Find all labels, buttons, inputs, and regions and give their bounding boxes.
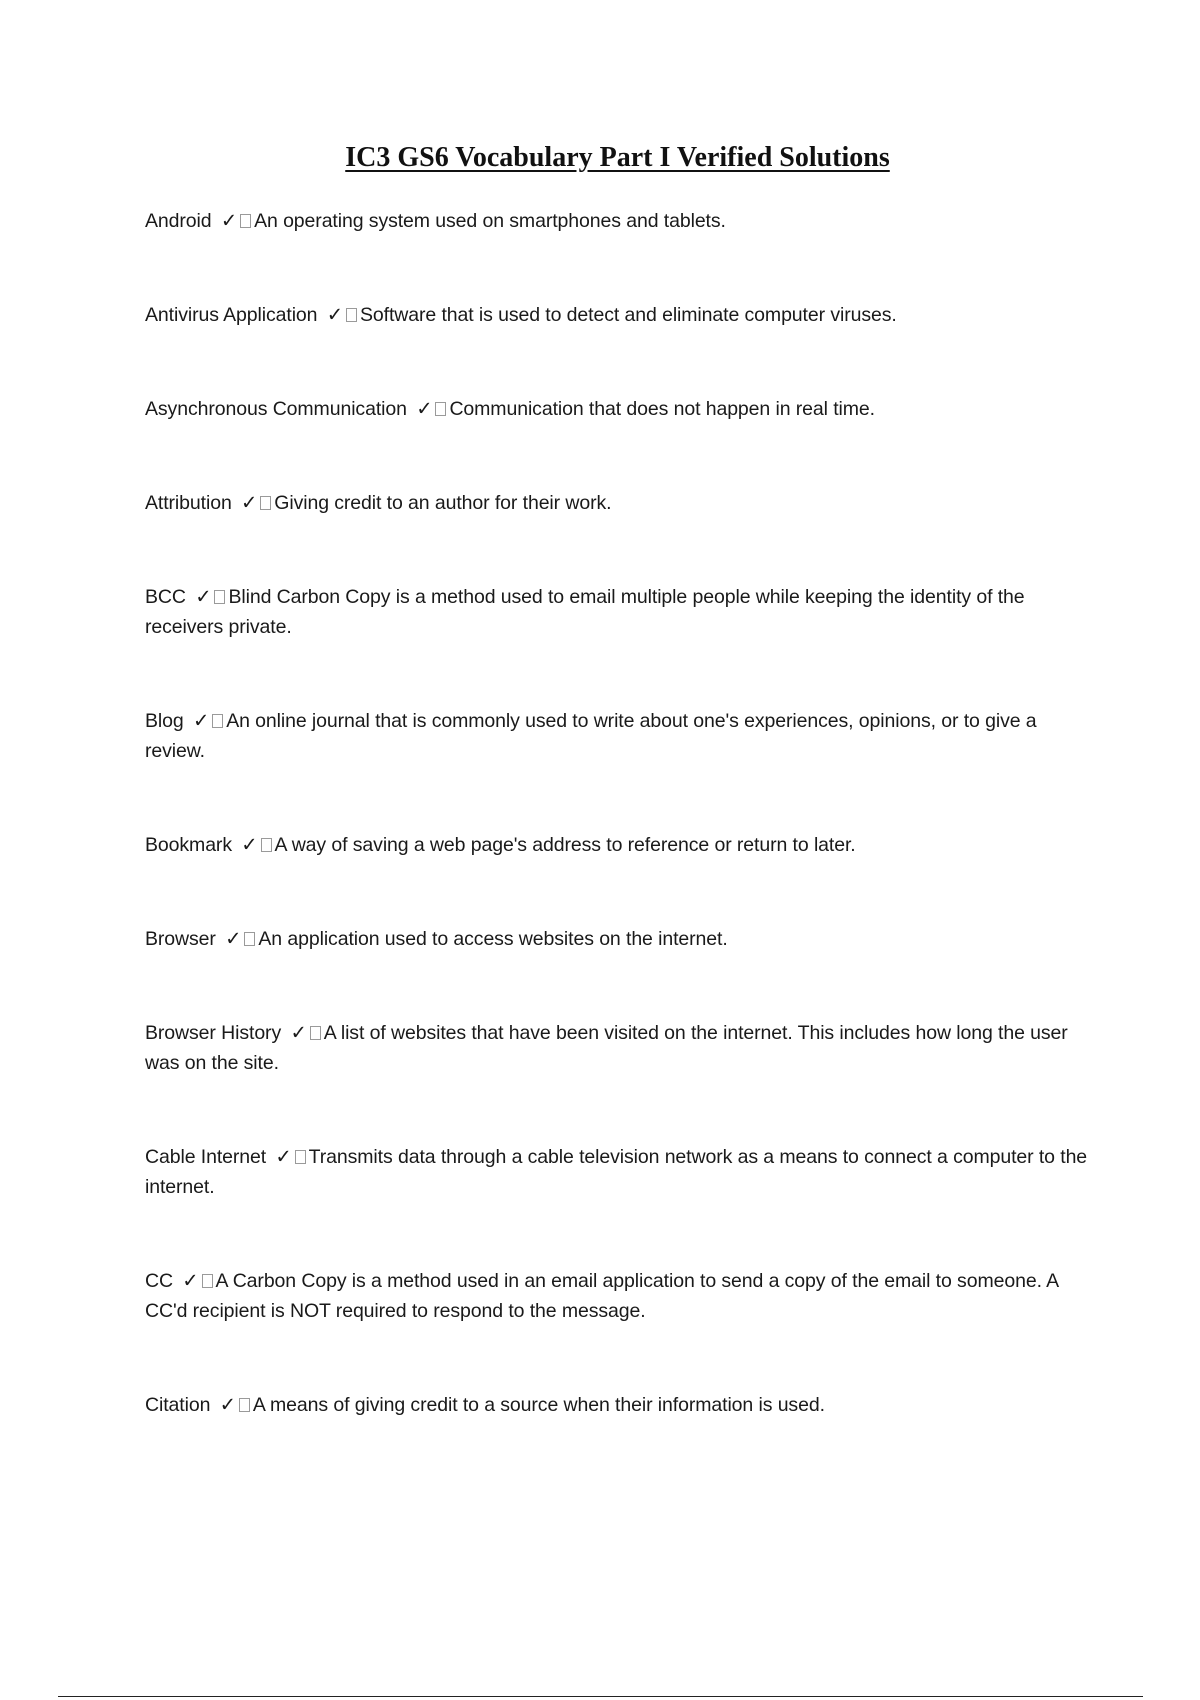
box-icon: [239, 1398, 250, 1412]
check-icon: ✓: [195, 586, 212, 608]
entry-term: Android: [145, 210, 217, 232]
box-icon: [202, 1274, 213, 1288]
entry-definition: Giving credit to an author for their work.: [274, 492, 612, 514]
entry-definition: An operating system used on smartphones and tablets.: [254, 210, 726, 232]
check-icon: ✓: [225, 928, 242, 950]
vocabulary-entry: [145, 1142, 1095, 1202]
vocabulary-entry: [145, 488, 1095, 518]
footer-rule: [58, 1696, 1143, 1697]
vocabulary-entry: [145, 300, 1095, 330]
box-icon: [260, 496, 271, 510]
check-icon: ✓: [290, 1022, 307, 1044]
box-icon: [261, 838, 272, 852]
check-icon: ✓: [326, 304, 343, 326]
box-icon: [346, 308, 357, 322]
box-icon: [214, 590, 225, 604]
entry-term: Antivirus Application: [145, 304, 323, 326]
box-icon: [240, 214, 251, 228]
entry-definition: A way of saving a web page's address to reference or return to later.: [274, 834, 856, 856]
entry-term: Cable Internet: [145, 1146, 272, 1168]
entry-definition: A Carbon Copy is a method used in an email application to send a copy of the email to someone. A CC'd recipient is NOT required to respond to the message.: [145, 1270, 1058, 1322]
check-icon: ✓: [220, 210, 238, 232]
vocabulary-list: [145, 206, 1095, 1420]
entry-definition: Transmits data through a cable television network as a means to connect a computer to the internet.: [145, 1146, 1088, 1198]
entry-term: Citation: [145, 1394, 216, 1416]
vocabulary-entry: [145, 582, 1095, 642]
box-icon: [435, 402, 446, 416]
vocabulary-entry: [145, 1266, 1095, 1326]
entry-term: Attribution: [145, 492, 238, 514]
check-icon: ✓: [182, 1270, 199, 1292]
entry-term: Blog: [145, 710, 189, 732]
entry-definition: A means of giving credit to a source when their information is used.: [252, 1394, 825, 1416]
box-icon: [244, 932, 255, 946]
entry-term: BCC: [145, 586, 192, 608]
vocabulary-entry: [145, 394, 1095, 424]
entry-term: CC: [145, 1270, 179, 1292]
entry-term: Asynchronous Communication: [145, 398, 413, 420]
vocabulary-entry: [145, 706, 1095, 766]
check-icon: ✓: [416, 398, 433, 420]
entry-term: Bookmark: [145, 834, 238, 856]
vocabulary-entry: [145, 924, 1095, 954]
vocabulary-entry: [145, 206, 1095, 236]
entry-definition: An online journal that is commonly used to write about one's experiences, opinions, or to give a review.: [145, 710, 1037, 762]
box-icon: [295, 1150, 306, 1164]
vocabulary-entry: [145, 830, 1095, 860]
check-icon: ✓: [241, 492, 258, 514]
box-icon: [310, 1026, 321, 1040]
vocabulary-entry: [145, 1018, 1095, 1078]
entry-definition: An application used to access websites on the internet.: [258, 928, 728, 950]
check-icon: ✓: [192, 710, 210, 732]
vocabulary-entry: [145, 1390, 1095, 1420]
check-icon: ✓: [219, 1394, 236, 1416]
box-icon: [212, 714, 223, 728]
check-icon: ✓: [241, 834, 258, 856]
entry-definition: A list of websites that have been visited on the internet. This includes how long the user was on the site.: [145, 1022, 1068, 1074]
entry-term: Browser: [145, 928, 222, 950]
entry-definition: Communication that does not happen in real time.: [449, 398, 875, 420]
entry-definition: Software that is used to detect and eliminate computer viruses.: [359, 304, 897, 326]
check-icon: ✓: [275, 1146, 292, 1168]
entry-definition: Blind Carbon Copy is a method used to email multiple people while keeping the identity of the receivers private.: [145, 586, 1025, 638]
document-title: IC3 GS6 Vocabulary Part I Verified Solutions: [345, 142, 890, 173]
entry-term: Browser History: [145, 1022, 287, 1044]
